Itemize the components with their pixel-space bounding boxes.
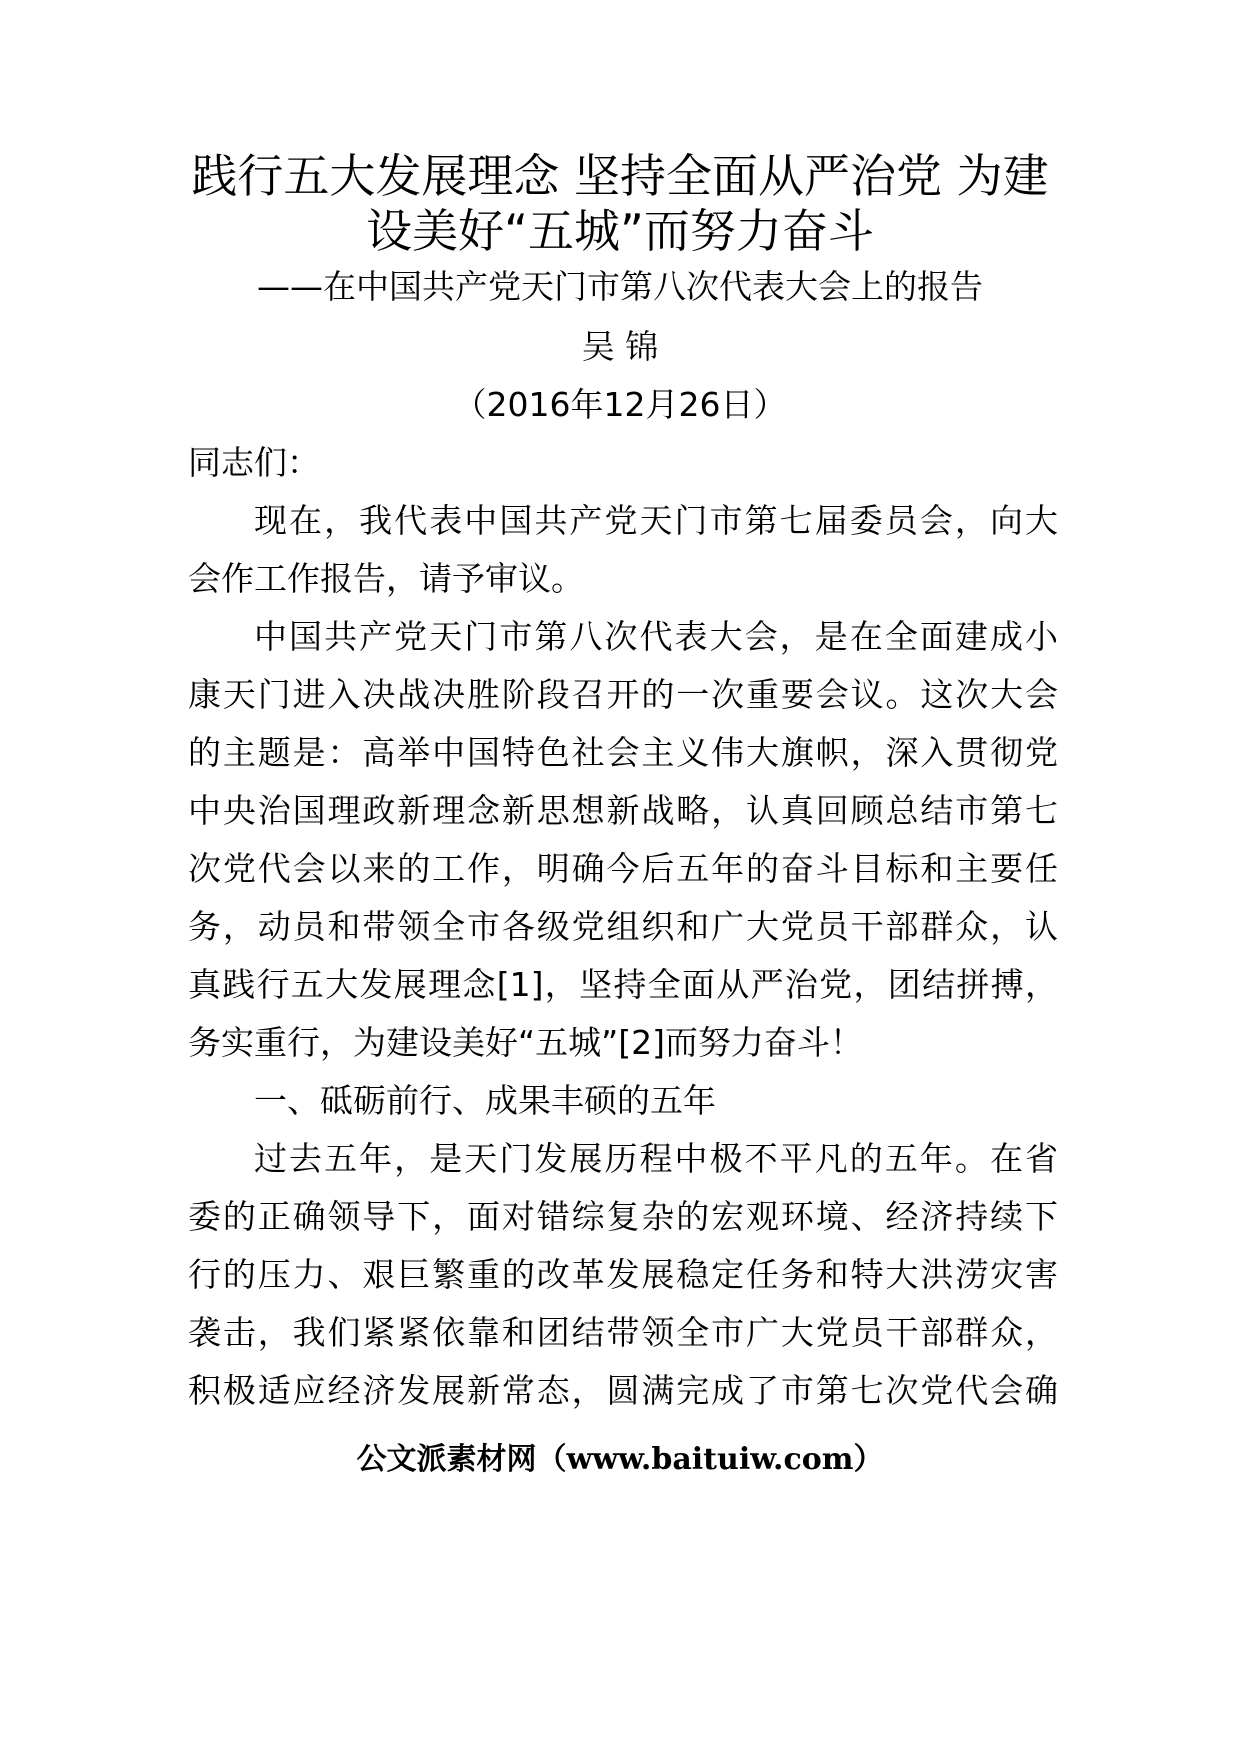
paragraph-line: 行的压力、艰巨繁重的改革发展稳定任务和特大洪涝灾害 (188, 1255, 1058, 1294)
paragraph-line: 务实重行，为建设美好“五城”[2]而努力奋斗！ (188, 1023, 863, 1062)
paragraph-line: 的主题是：高举中国特色社会主义伟大旗帜，深入贯彻党 (188, 733, 1058, 772)
paragraph-line: 中央治国理政新理念新思想新战略，认真回顾总结市第七 (188, 791, 1058, 830)
author: 吴 锦 (581, 327, 659, 366)
paragraph-line: 会作工作报告，请予审议。 (188, 559, 584, 598)
paragraph-line: 中国共产党天门市第八次代表大会，是在全面建成小 (254, 617, 1058, 656)
title-line-2: 设美好“五城”而努力奋斗 (366, 204, 874, 258)
paragraph-line: 委的正确领导下，面对错综复杂的宏观环境、经济持续下 (188, 1197, 1058, 1236)
subtitle: ——在中国共产党天门市第八次代表大会上的报告 (257, 267, 983, 306)
paragraph-line: 务，动员和带领全市各级党组织和广大党员干部群众，认 (188, 907, 1058, 946)
report-date: （2016年12月26日） (453, 385, 787, 424)
title-line-1: 践行五大发展理念 坚持全面从严治党 为建 (191, 149, 1049, 203)
paragraph-line: 袭击，我们紧紧依靠和团结带领全市广大党员干部群众， (188, 1313, 1058, 1352)
paragraph-line: 过去五年，是天门发展历程中极不平凡的五年。在省 (254, 1139, 1058, 1178)
footer-watermark: 公文派素材网（www.baituiw.com） (356, 1442, 884, 1477)
paragraph-line: 次党代会以来的工作，明确今后五年的奋斗目标和主要任 (188, 849, 1058, 888)
paragraph-line: 现在，我代表中国共产党天门市第七届委员会，向大 (254, 501, 1058, 540)
paragraph-line: 积极适应经济发展新常态，圆满完成了市第七次党代会确 (188, 1371, 1058, 1410)
paragraph-line: 真践行五大发展理念[1]，坚持全面从严治党，团结拼搏， (188, 965, 1058, 1004)
paragraph-line: 康天门进入决战决胜阶段召开的一次重要会议。这次大会 (188, 675, 1058, 714)
section-heading: 一、砥砺前行、成果丰硕的五年 (254, 1081, 716, 1120)
greeting: 同志们： (188, 443, 320, 482)
